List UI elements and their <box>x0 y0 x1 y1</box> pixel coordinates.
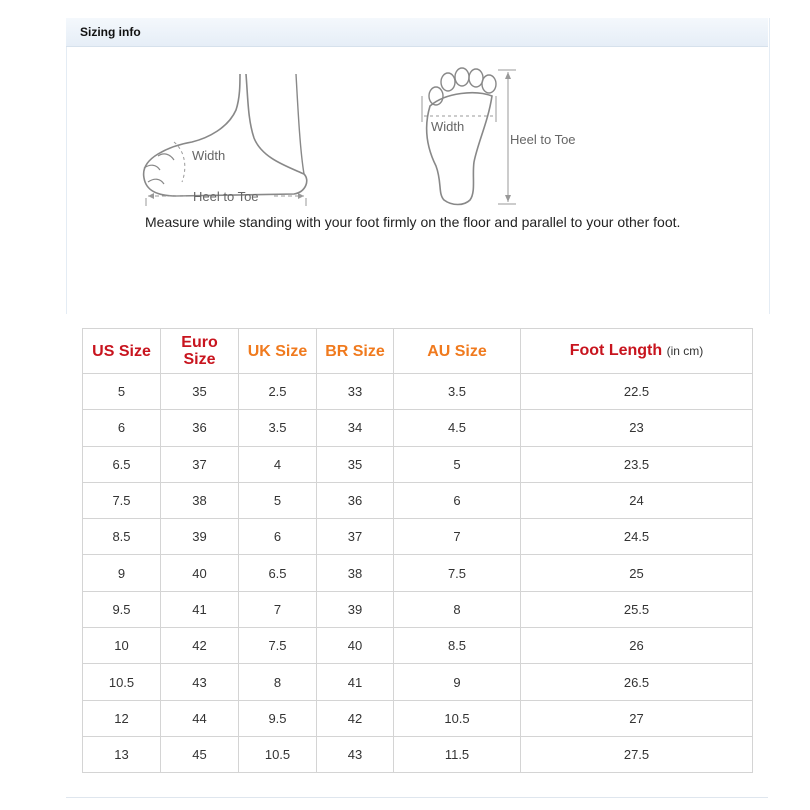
cell-uk: 6.5 <box>239 555 317 591</box>
cell-au: 5 <box>394 446 521 482</box>
table-row <box>83 700 753 736</box>
cell-au: 6 <box>394 482 521 518</box>
cell-foot-length: 24.5 <box>521 519 753 555</box>
cell-euro: 41 <box>161 591 239 627</box>
cell-uk: 6 <box>239 519 317 555</box>
cell-us: 6.5 <box>83 446 161 482</box>
header-euro-size <box>161 329 239 374</box>
cell-uk: 7 <box>239 591 317 627</box>
cell-uk: 2.5 <box>239 374 317 410</box>
table-row <box>83 591 753 627</box>
size-chart-table <box>82 328 753 773</box>
cell-foot-length: 25.5 <box>521 591 753 627</box>
cell-foot-length: 23 <box>521 410 753 446</box>
table-row <box>83 374 753 410</box>
cell-br: 42 <box>317 700 394 736</box>
side-heel-to-toe-label: Heel to Toe <box>193 189 259 204</box>
cell-euro: 39 <box>161 519 239 555</box>
cell-au: 8.5 <box>394 628 521 664</box>
cell-uk: 8 <box>239 664 317 700</box>
header-euro-line2: Size <box>183 351 216 368</box>
panel-title: Sizing info <box>80 25 141 39</box>
cell-foot-length: 26.5 <box>521 664 753 700</box>
cell-br: 43 <box>317 736 394 772</box>
cell-uk: 5 <box>239 482 317 518</box>
header-br-size: BR Size <box>317 329 394 374</box>
cell-au: 8 <box>394 591 521 627</box>
cell-au: 7.5 <box>394 555 521 591</box>
cell-foot-length: 24 <box>521 482 753 518</box>
cell-au: 11.5 <box>394 736 521 772</box>
table-row <box>83 482 753 518</box>
cell-foot-length: 25 <box>521 555 753 591</box>
cell-euro: 45 <box>161 736 239 772</box>
header-foot-length-unit: (in cm) <box>666 344 704 358</box>
cell-au: 3.5 <box>394 374 521 410</box>
table-row <box>83 519 753 555</box>
cell-uk: 10.5 <box>239 736 317 772</box>
side-width-label: Width <box>192 148 226 163</box>
table-row <box>83 628 753 664</box>
cell-euro: 35 <box>161 374 239 410</box>
cell-us: 8.5 <box>83 519 161 555</box>
cell-br: 35 <box>317 446 394 482</box>
cell-foot-length: 22.5 <box>521 374 753 410</box>
cell-au: 4.5 <box>394 410 521 446</box>
cell-us: 6 <box>83 410 161 446</box>
table-row <box>83 446 753 482</box>
cell-euro: 40 <box>161 555 239 591</box>
cell-us: 12 <box>83 700 161 736</box>
cell-us: 10 <box>83 628 161 664</box>
bottom-divider <box>66 797 768 798</box>
table-header-row <box>83 329 753 374</box>
cell-uk: 7.5 <box>239 628 317 664</box>
table-row <box>83 555 753 591</box>
cell-au: 9 <box>394 664 521 700</box>
table-row <box>83 410 753 446</box>
cell-br: 36 <box>317 482 394 518</box>
cell-uk: 9.5 <box>239 700 317 736</box>
sole-heel-to-toe-label: Heel to Toe <box>510 132 576 147</box>
cell-euro: 36 <box>161 410 239 446</box>
cell-br: 40 <box>317 628 394 664</box>
cell-euro: 43 <box>161 664 239 700</box>
cell-uk: 3.5 <box>239 410 317 446</box>
cell-us: 9.5 <box>83 591 161 627</box>
table-row <box>83 736 753 772</box>
cell-br: 33 <box>317 374 394 410</box>
header-us-size: US Size <box>83 329 161 374</box>
cell-us: 7.5 <box>83 482 161 518</box>
header-au-size: AU Size <box>394 329 521 374</box>
panel-header <box>66 18 768 47</box>
cell-foot-length: 27.5 <box>521 736 753 772</box>
cell-us: 13 <box>83 736 161 772</box>
cell-us: 10.5 <box>83 664 161 700</box>
cell-us: 9 <box>83 555 161 591</box>
measure-instruction: Measure while standing with your foot firmly on the floor and parallel to your other foot. <box>145 214 681 230</box>
cell-br: 41 <box>317 664 394 700</box>
header-euro-line1: Euro <box>181 334 218 351</box>
cell-foot-length: 26 <box>521 628 753 664</box>
cell-uk: 4 <box>239 446 317 482</box>
cell-foot-length: 23.5 <box>521 446 753 482</box>
cell-au: 10.5 <box>394 700 521 736</box>
sole-width-label: Width <box>431 119 465 134</box>
cell-euro: 44 <box>161 700 239 736</box>
cell-br: 34 <box>317 410 394 446</box>
cell-br: 39 <box>317 591 394 627</box>
cell-euro: 38 <box>161 482 239 518</box>
header-foot-length-label: Foot Length <box>569 342 663 359</box>
header-foot-length <box>521 329 753 374</box>
cell-foot-length: 27 <box>521 700 753 736</box>
cell-us: 5 <box>83 374 161 410</box>
cell-euro: 37 <box>161 446 239 482</box>
header-uk-size: UK Size <box>239 329 317 374</box>
cell-br: 38 <box>317 555 394 591</box>
cell-euro: 42 <box>161 628 239 664</box>
cell-au: 7 <box>394 519 521 555</box>
cell-br: 37 <box>317 519 394 555</box>
table-row <box>83 664 753 700</box>
